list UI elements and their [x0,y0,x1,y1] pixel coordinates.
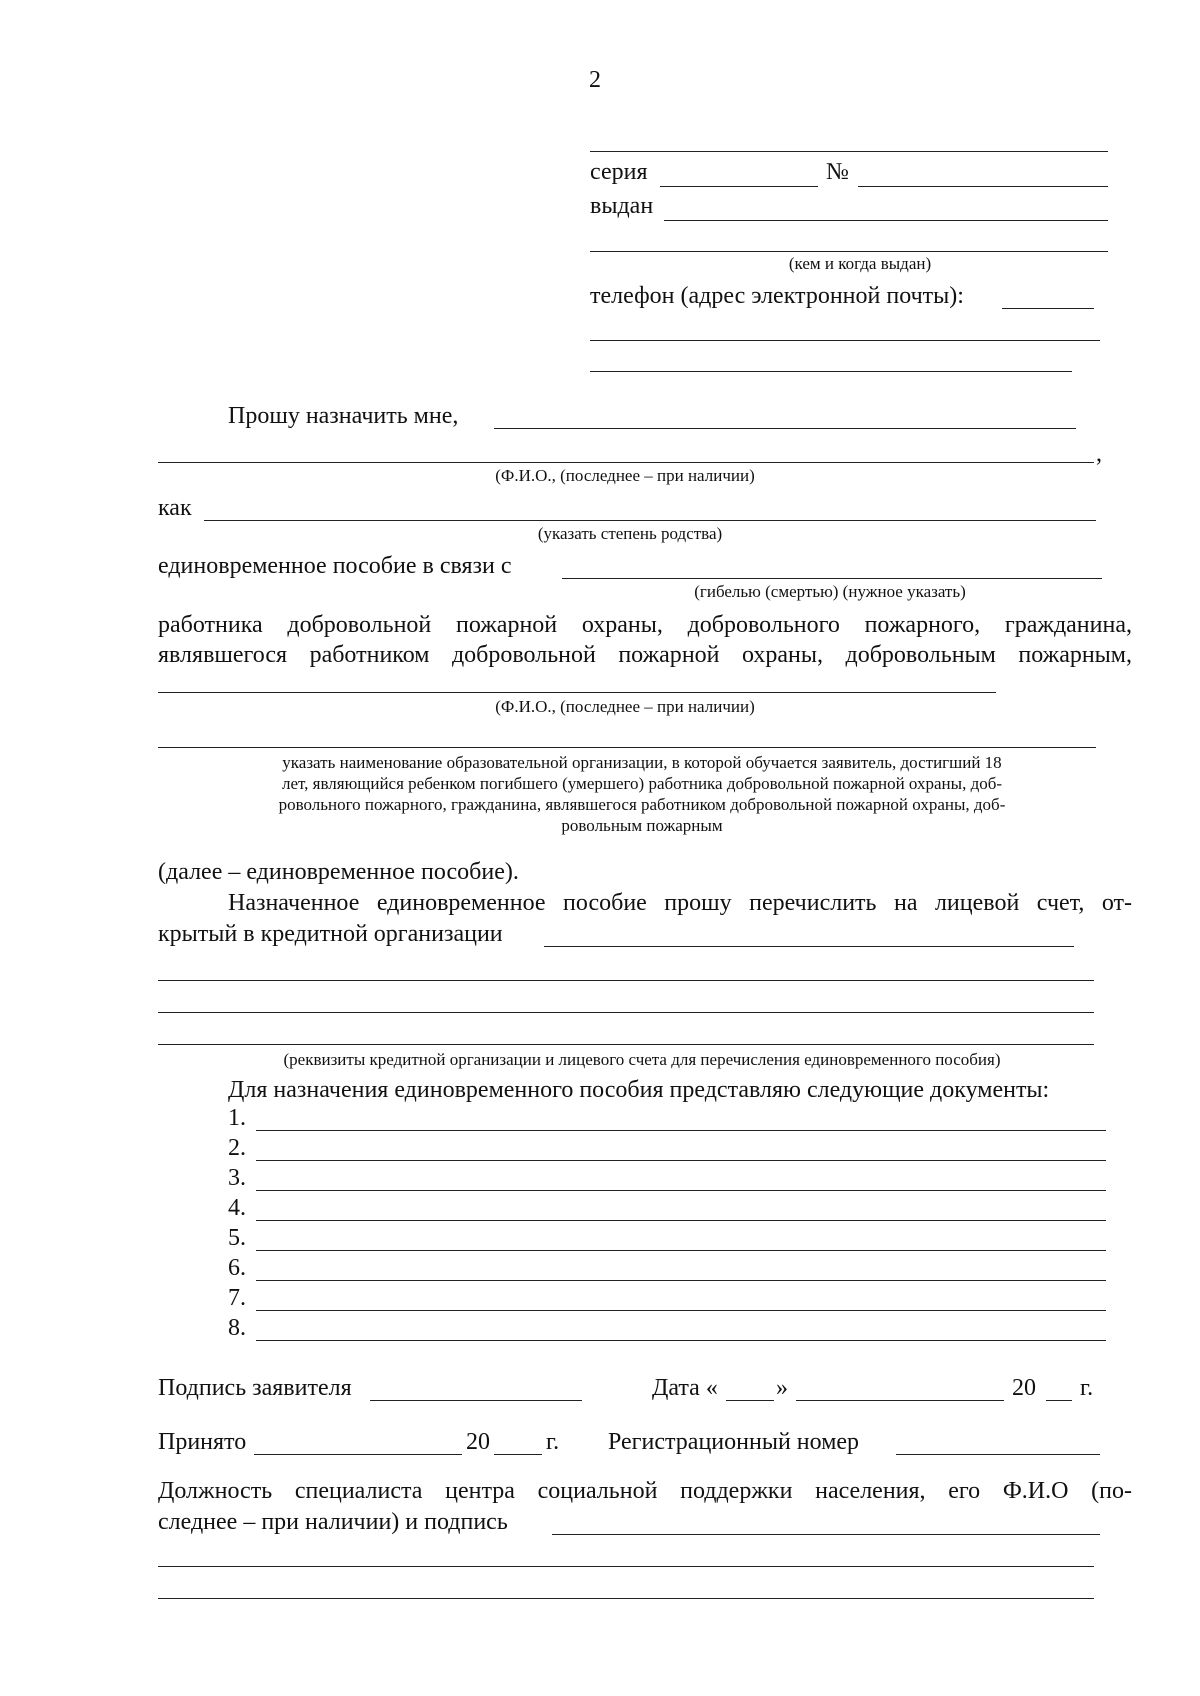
document-number: 3. [228,1165,246,1191]
education-note-line-2: лет, являющийся ребенком погибшего (умершего) работника добровольной пожарной охраны, доб- [281,774,1003,793]
issued-label: выдан [590,193,654,219]
date-month-field[interactable] [796,1400,1004,1401]
benefit-label: единовременное пособие в связи с [158,553,512,579]
document-item [228,1284,1106,1314]
hereinafter-text: (далее – единовременное пособие). [158,859,519,885]
document-number: 8. [228,1315,246,1341]
comma: , [1096,441,1102,467]
accepted-date-field[interactable] [254,1454,462,1455]
issued-field-2[interactable] [590,251,1108,252]
registration-label: Регистрационный номер [608,1429,860,1455]
document-item [228,1194,1106,1224]
cause-note: (гибелью (смертью) (нужное указать) [694,582,966,601]
number-sign: № [826,159,849,185]
document-item [228,1254,1106,1284]
education-note-line-1: указать наименование образовательной организации, в которой обучается заявитель, достигший 18 [282,753,1002,772]
bank-field[interactable] [544,946,1074,947]
document-field[interactable] [256,1130,1106,1131]
accepted-year-field[interactable] [494,1454,542,1455]
document-number: 6. [228,1255,246,1281]
contact-field-2[interactable] [590,340,1100,341]
document-number: 5. [228,1225,246,1251]
document-number: 7. [228,1285,246,1311]
cause-field[interactable] [562,578,1102,579]
accepted-label: Принято [158,1429,247,1455]
date-label: Дата « [652,1375,718,1401]
date-year-prefix: 20 [1012,1375,1036,1401]
issued-note: (кем и когда выдан) [788,254,932,273]
document-field[interactable] [256,1340,1106,1341]
specialist-line-1: Должность специалиста центра социальной поддержки населения, его Ф.И.О (по- [158,1478,1132,1504]
document-item [228,1164,1106,1194]
document-number: 4. [228,1195,246,1221]
request-intro: Прошу назначить мне, [228,403,459,429]
document-field[interactable] [256,1280,1106,1281]
applicant-name-field-2[interactable] [158,462,1094,463]
payment-line-2: крытый в кредитной организации [158,921,503,947]
contact-field-3[interactable] [590,371,1072,372]
fio-note-2: (Ф.И.О., (последнее – при наличии) [495,697,755,716]
date-day-field[interactable] [726,1400,774,1401]
document-field[interactable] [256,1160,1106,1161]
education-note-line-4: ровольным пожарным [561,816,723,835]
applicant-signature-label: Подпись заявителя [158,1375,352,1401]
document-item [228,1224,1106,1254]
document-number: 2. [228,1135,246,1161]
deceased-name-field[interactable] [158,692,996,693]
document-item [228,1314,1106,1344]
date-close: » [776,1375,788,1401]
number-field[interactable] [858,186,1108,187]
specialist-line-2: следнее – при наличии) и подпись [158,1509,508,1535]
applicant-name-field[interactable] [494,428,1076,429]
document-item [228,1104,1106,1134]
relation-note: (указать степень родства) [537,524,723,543]
education-note-line-3: ровольного пожарного, гражданина, являвшегося работником добровольной пожарной охраны, доб- [278,795,1006,814]
document-number: 1. [228,1105,246,1131]
document-field[interactable] [256,1250,1106,1251]
bank-field-3[interactable] [158,1012,1094,1013]
fio-note-1: (Ф.И.О., (последнее – при наличии) [495,466,755,485]
issued-field[interactable] [664,220,1108,221]
applicant-signature-field[interactable] [370,1400,582,1401]
worker-line-1: работника добровольной пожарной охраны, добровольного пожарного, гражданина, [158,612,1132,638]
date-year-suffix: г. [1080,1375,1094,1401]
bank-field-2[interactable] [158,980,1094,981]
page-number: 2 [589,67,601,93]
payment-line-1: Назначенное единовременное пособие прошу перечислить на лицевой счет, от- [228,890,1132,916]
contact-field[interactable] [1002,308,1094,309]
accepted-year-prefix: 20 [466,1429,490,1455]
education-field[interactable] [158,747,1096,748]
header-top-line [590,151,1108,152]
as-label: как [158,495,192,521]
requisites-note: (реквизиты кредитной организации и лицевого счета для перечисления единовременного пособия) [283,1050,1001,1069]
document-item [228,1134,1106,1164]
contact-label: телефон (адрес электронной почты): [590,283,964,309]
registration-field[interactable] [896,1454,1100,1455]
document-field[interactable] [256,1310,1106,1311]
accepted-year-suffix: г. [546,1429,560,1455]
worker-line-2: являвшегося работником добровольной пожарной охраны, добровольным пожарным, [158,642,1132,668]
date-year-field[interactable] [1046,1400,1072,1401]
specialist-field-3[interactable] [158,1598,1094,1599]
specialist-field[interactable] [552,1534,1100,1535]
relation-field[interactable] [204,520,1096,521]
series-label: серия [590,159,648,185]
documents-intro: Для назначения единовременного пособия представляю следующие документы: [228,1077,1050,1103]
bank-field-4[interactable] [158,1044,1094,1045]
series-field[interactable] [660,186,818,187]
specialist-field-2[interactable] [158,1566,1094,1567]
document-field[interactable] [256,1190,1106,1191]
document-field[interactable] [256,1220,1106,1221]
